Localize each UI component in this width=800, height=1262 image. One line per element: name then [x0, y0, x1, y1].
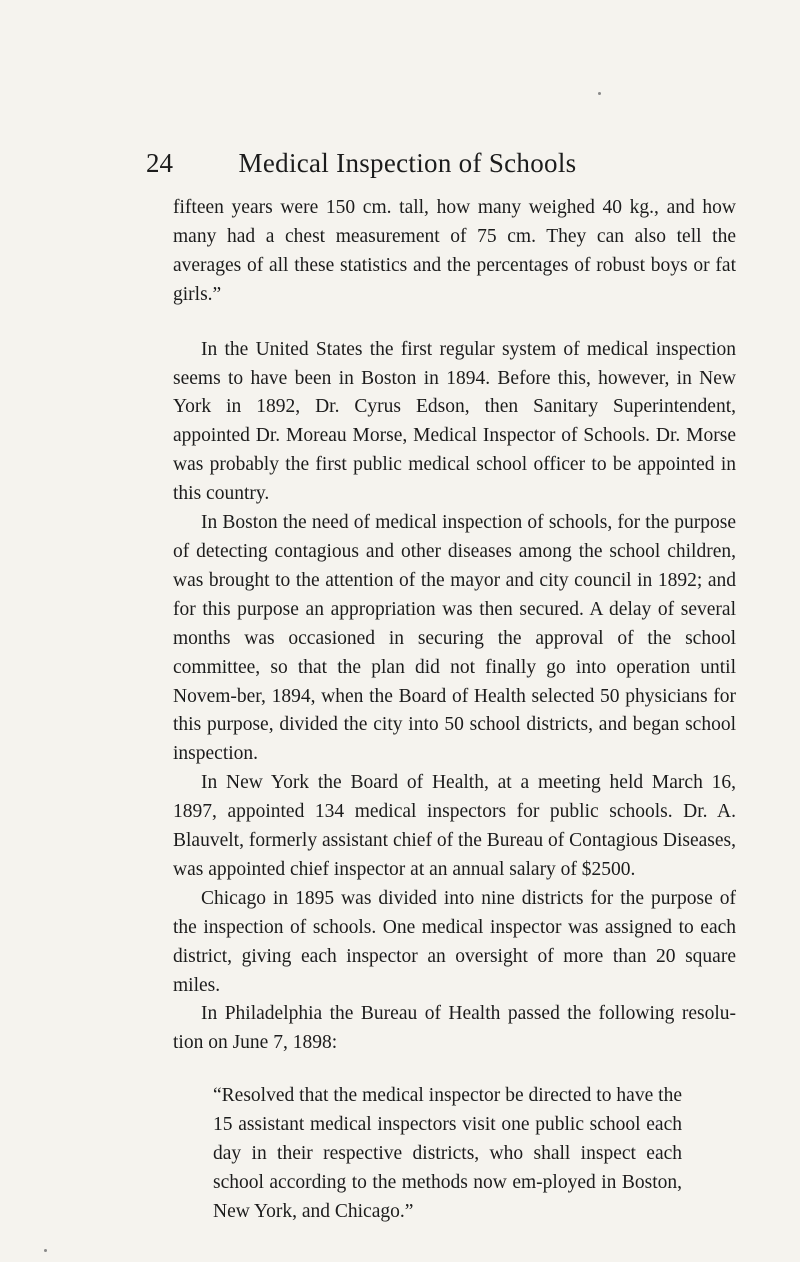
- block-quote: [173, 1082, 736, 1227]
- paragraph-philadelphia: In Philadelphia the Bureau of Health passed the following resolu-tion on June 7, 1898:: [173, 1003, 736, 1054]
- paragraph-continuation: fifteen years were 150 cm. tall, how many weighed 40 kg., and how many had a chest measurement of 75 cm. They can also tell the averages of all these statistics and the percentages of robust boys or fat girls.”: [173, 197, 736, 305]
- quote-resolution: “Resolved that the medical inspector be directed to have the 15 assistant medical inspectors visit one public school each day in their respective districts, who shall inspect each school according to the methods now em-ployed in Boston, New York, and Chicago.”: [213, 1085, 682, 1222]
- running-title: Medical Inspection of Schools: [238, 148, 577, 178]
- paragraph-boston: In Boston the need of medical inspection of schools, for the purpose of detecting contagious and other diseases among the school children, was brought to the attention of the mayor and city council in 1892; and for this purpose an appropriation was then secured. A delay of several months was occasioned in securing the approval of the school committee, so that the plan did not finally go into operation until Novem-ber, 1894, when the Board of Health selected 50 physicians for this purpose, divided the city into 50 school districts, and began school inspection.: [173, 512, 736, 765]
- page-header: [0, 141, 800, 185]
- paragraph-new-york: In New York the Board of Health, at a meeting held March 16, 1897, appointed 134 medical inspectors for public schools. Dr. A. Blauvelt, formerly assistant chief of the Bureau of Contagious Diseases, was appointed chief inspector at an annual salary of $2500.: [173, 772, 736, 880]
- page-number: 24: [146, 148, 173, 178]
- body-text: [173, 194, 736, 1227]
- print-speck: [598, 92, 601, 95]
- print-speck: [44, 1249, 47, 1252]
- paragraph-us-first-system: In the United States the first regular system of medical inspection seems to have been in Boston in 1894. Before this, however, in New York in 1892, Dr. Cyrus Edson, then Sanitary Superintendent, appointed Dr. Moreau Morse, Medical Inspector of Schools. Dr. Morse was probably the first public medical school officer to be appointed in this country.: [173, 338, 736, 505]
- paragraph-chicago: Chicago in 1895 was divided into nine districts for the purpose of the inspection of schools. One medical inspector was assigned to each district, giving each inspector an oversight of more than 20 square miles.: [173, 887, 736, 996]
